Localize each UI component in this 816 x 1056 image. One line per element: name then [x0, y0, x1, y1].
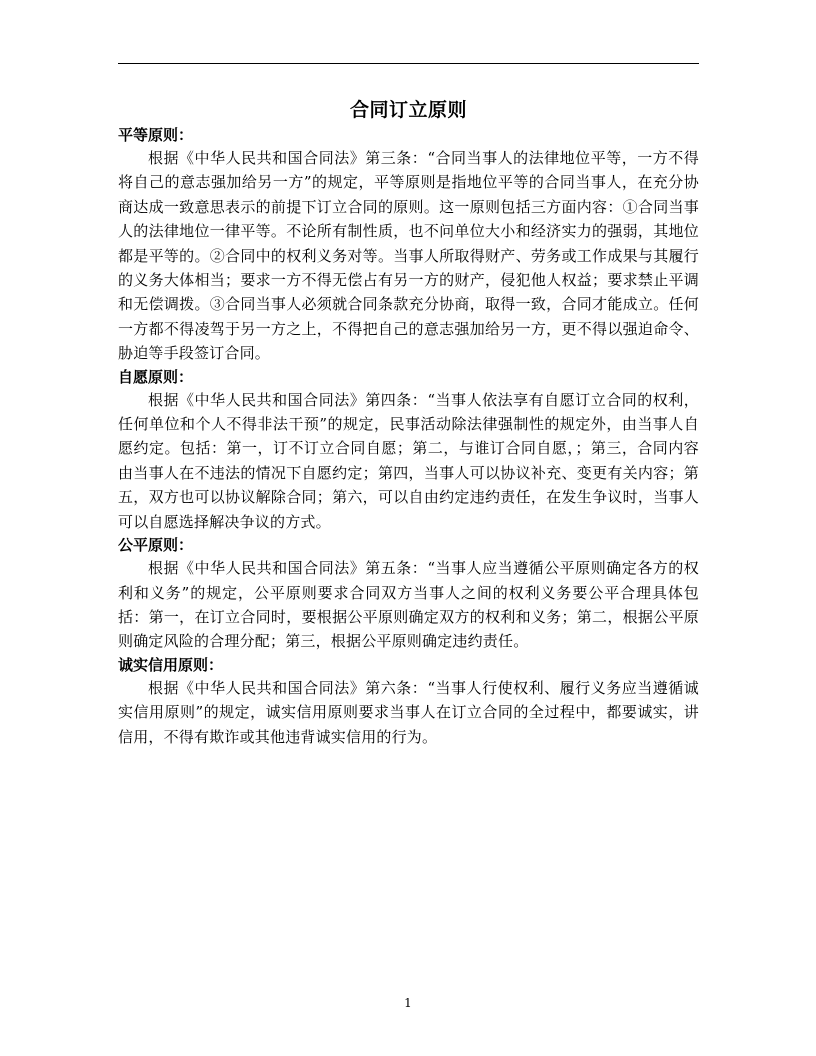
section-good-faith: [118, 654, 699, 749]
section-paragraph: 根据《中华人民共和国合同法》第三条：“合同当事人的法律地位平等，一方不得将自己的意志强加给另一方”的规定，平等原则是指地位平等的合同当事人，在充分协商达成一致意思表示的前提下订立合同的原则。这一原则包括三方面内容：①合同当事人的法律地位一律平等。不论所有制性质，也不问单位大小和经济实力的强弱，其地位都是平等的。②合同中的权利义务对等。当事人所取得财产、劳务或工作成果与其履行的义务大体相当；要求一方不得无偿占有另一方的财产，侵犯他人权益；要求禁止平调和无偿调拨。③合同当事人必须就合同条款充分协商，取得一致，合同才能成立。任何一方都不得凌驾于另一方之上，不得把自己的意志强加给另一方，更不得以强迫命令、胁迫等手段签订合同。: [118, 149, 699, 363]
document-title: 合同订立原则: [349, 99, 467, 121]
section-heading: 诚实信用原则：: [118, 655, 224, 674]
section-fairness: [118, 534, 699, 654]
section-paragraph: 根据《中华人民共和国合同法》第六条：“当事人行使权利、履行义务应当遵循诚实信用原则”的规定，诚实信用原则要求当事人在订立合同的全过程中，都要诚实，讲信用，不得有欺诈或其他违背诚实信用的行为。: [118, 678, 699, 746]
document-body: [118, 96, 699, 749]
section-paragraph: 根据《中华人民共和国合同法》第四条：“当事人依法享有自愿订立合同的权利，任何单位和个人不得非法干预”的规定，民事活动除法律强制性的规定外，由当事人自愿约定。包括：第一，订不订立合同自愿；第二，与谁订合同自愿，；第三，合同内容由当事人在不违法的情况下自愿约定；第四，当事人可以协议补充、变更有关内容；第五，双方也可以协议解除合同；第六，可以自由约定违约责任，在发生争议时，当事人可以自愿选择解决争议的方式。: [118, 390, 699, 531]
section-equality: [118, 124, 699, 366]
section-paragraph: 根据《中华人民共和国合同法》第五条：“当事人应当遵循公平原则确定各方的权利和义务”的规定，公平原则要求合同双方当事人之间的权利义务要公平合理具体包括：第一，在订立合同时，要根据公平原则确定双方的权利和义务；第二，根据公平原则确定风险的合理分配；第三，根据公平原则确定违约责任。: [118, 559, 699, 651]
section-heading: 公平原则：: [118, 536, 194, 555]
section-heading: 自愿原则：: [118, 367, 194, 386]
section-voluntariness: [118, 366, 699, 534]
section-heading: 平等原则：: [118, 126, 194, 144]
page-number: 1: [404, 996, 412, 1010]
header-rule: [118, 63, 699, 64]
